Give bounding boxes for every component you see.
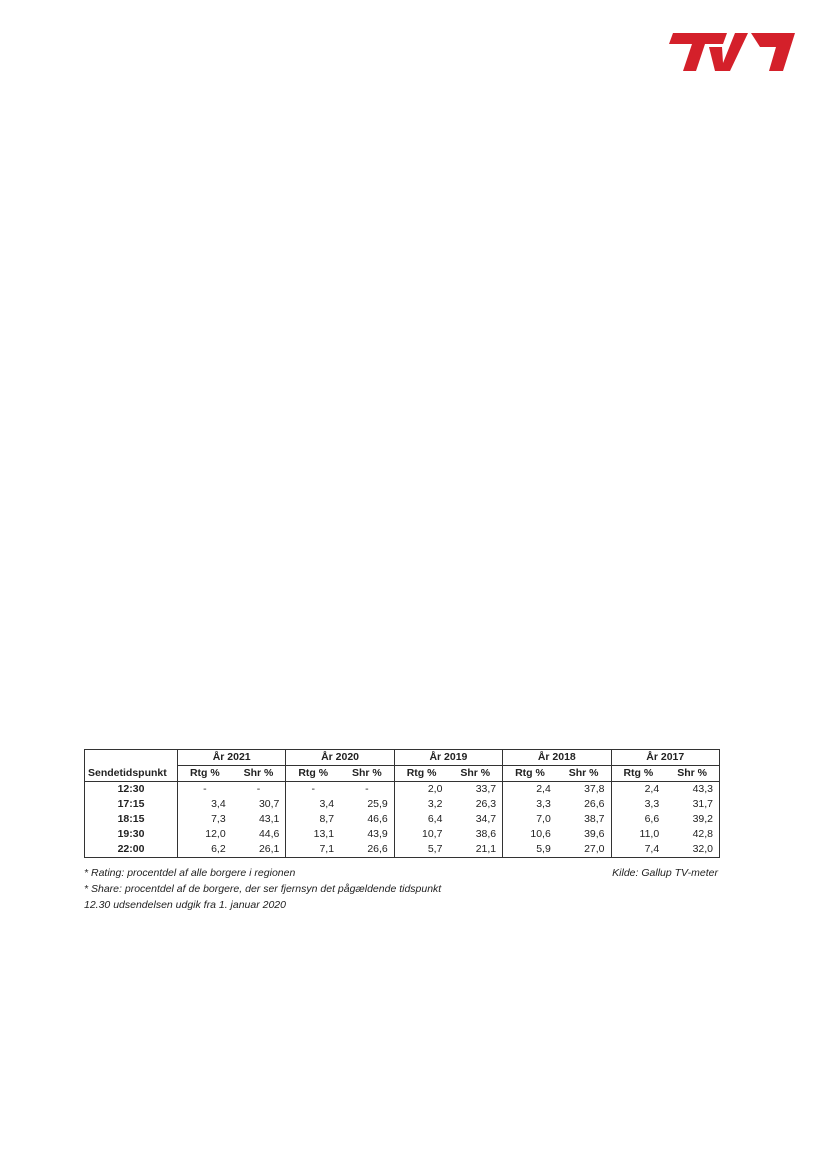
table-row (85, 782, 720, 798)
table-row (85, 812, 720, 827)
share-cell: 31,7 (692, 798, 713, 810)
rating-cell: 10,7 (394, 827, 448, 842)
rating-cell: 7,1 (286, 842, 340, 858)
rating-cell: 12,0 (178, 827, 232, 842)
year-header-2020: År 2020 (286, 750, 394, 766)
rating-cell: 13,1 (286, 827, 340, 842)
year-header-2019: År 2019 (394, 750, 502, 766)
time-cell: 17:15 (117, 798, 145, 810)
shr-header: Shr % (232, 766, 286, 782)
share-cell: 43,1 (258, 813, 280, 825)
rating-cell: 8,7 (286, 812, 340, 827)
year-header-2018: År 2018 (503, 750, 611, 766)
rating-cell: - (178, 782, 232, 798)
rating-cell: 3,3 (611, 797, 665, 812)
table-row (85, 842, 720, 858)
share-cell: 33,7 (475, 783, 497, 795)
rating-cell: 3,4 (286, 797, 340, 812)
share-cell: 26,6 (367, 843, 388, 855)
rating-cell: 11,0 (611, 827, 665, 842)
share-cell: 32,0 (692, 843, 713, 855)
share-cell: 37,8 (584, 783, 605, 795)
rating-cell: 7,0 (503, 812, 557, 827)
rtg-header: Rtg % (503, 766, 557, 782)
rating-cell: 3,3 (503, 797, 557, 812)
logo-slash-shape (751, 33, 795, 71)
rating-cell: 2,0 (394, 782, 448, 798)
table-notes (84, 865, 720, 913)
empty-corner-cell (85, 750, 178, 766)
rtg-header: Rtg % (286, 766, 340, 782)
share-cell: 38,7 (584, 813, 605, 825)
rating-cell: 2,4 (611, 782, 665, 798)
year-header-row (85, 750, 720, 766)
shr-header: Shr % (557, 766, 611, 782)
year-header-2021: År 2021 (178, 750, 286, 766)
shr-header: Shr % (665, 766, 719, 782)
year-header-2017: År 2017 (611, 750, 720, 766)
share-cell: 39,2 (692, 813, 713, 825)
time-cell: 12:30 (117, 783, 145, 795)
share-cell: 43,3 (692, 783, 713, 795)
time-cell: 18:15 (117, 813, 145, 825)
share-cell: 34,7 (475, 813, 497, 825)
share-cell: - (365, 783, 369, 795)
share-cell: 26,1 (258, 843, 280, 855)
rating-cell: 3,4 (178, 797, 232, 812)
rtg-header: Rtg % (394, 766, 448, 782)
tv-midtvest-logo (665, 31, 797, 73)
table-row (85, 827, 720, 842)
rating-cell: 5,9 (503, 842, 557, 858)
share-cell: 30,7 (258, 798, 280, 810)
rating-cell: 6,6 (611, 812, 665, 827)
time-cell: 19:30 (117, 828, 145, 840)
share-cell: 25,9 (367, 798, 388, 810)
rating-cell: 5,7 (394, 842, 448, 858)
time-cell: 22:00 (117, 843, 145, 855)
share-cell: 42,8 (692, 828, 713, 840)
share-cell: 43,9 (367, 828, 388, 840)
source-note: Kilde: Gallup TV-meter (612, 867, 718, 879)
rtg-header: Rtg % (611, 766, 665, 782)
share-cell: 26,6 (584, 798, 605, 810)
rating-cell: 2,4 (503, 782, 557, 798)
share-footnote: * Share: procentdel af de borgere, der ser fjernsyn det pågældende tidspunkt (84, 883, 442, 895)
share-cell: - (256, 783, 261, 795)
ratings-table-body (85, 782, 720, 858)
table-row (85, 797, 720, 812)
rating-cell: 6,2 (178, 842, 232, 858)
rating-cell: 3,2 (394, 797, 448, 812)
shr-header: Shr % (448, 766, 502, 782)
share-cell: 46,6 (367, 813, 388, 825)
column-header-row (85, 766, 720, 782)
ratings-table-section (84, 749, 720, 913)
ratings-table (84, 749, 720, 858)
share-cell: 21,1 (475, 843, 497, 855)
rating-footnote: * Rating: procentdel af alle borgere i regionen (84, 867, 296, 879)
removal-footnote: 12.30 udsendelsen udgik fra 1. januar 2020 (84, 899, 286, 911)
rtg-header: Rtg % (178, 766, 232, 782)
rating-cell: - (286, 782, 340, 798)
rating-cell: 7,4 (611, 842, 665, 858)
shr-header: Shr % (340, 766, 394, 782)
rating-cell: 7,3 (178, 812, 232, 827)
share-cell: 26,3 (475, 798, 497, 810)
share-cell: 38,6 (475, 828, 497, 840)
share-cell: 39,6 (584, 828, 605, 840)
sendetidspunkt-header: Sendetidspunkt (85, 766, 178, 782)
rating-cell: 6,4 (394, 812, 448, 827)
share-cell: 44,6 (258, 828, 280, 840)
share-cell: 27,0 (584, 843, 605, 855)
rating-cell: 10,6 (503, 827, 557, 842)
